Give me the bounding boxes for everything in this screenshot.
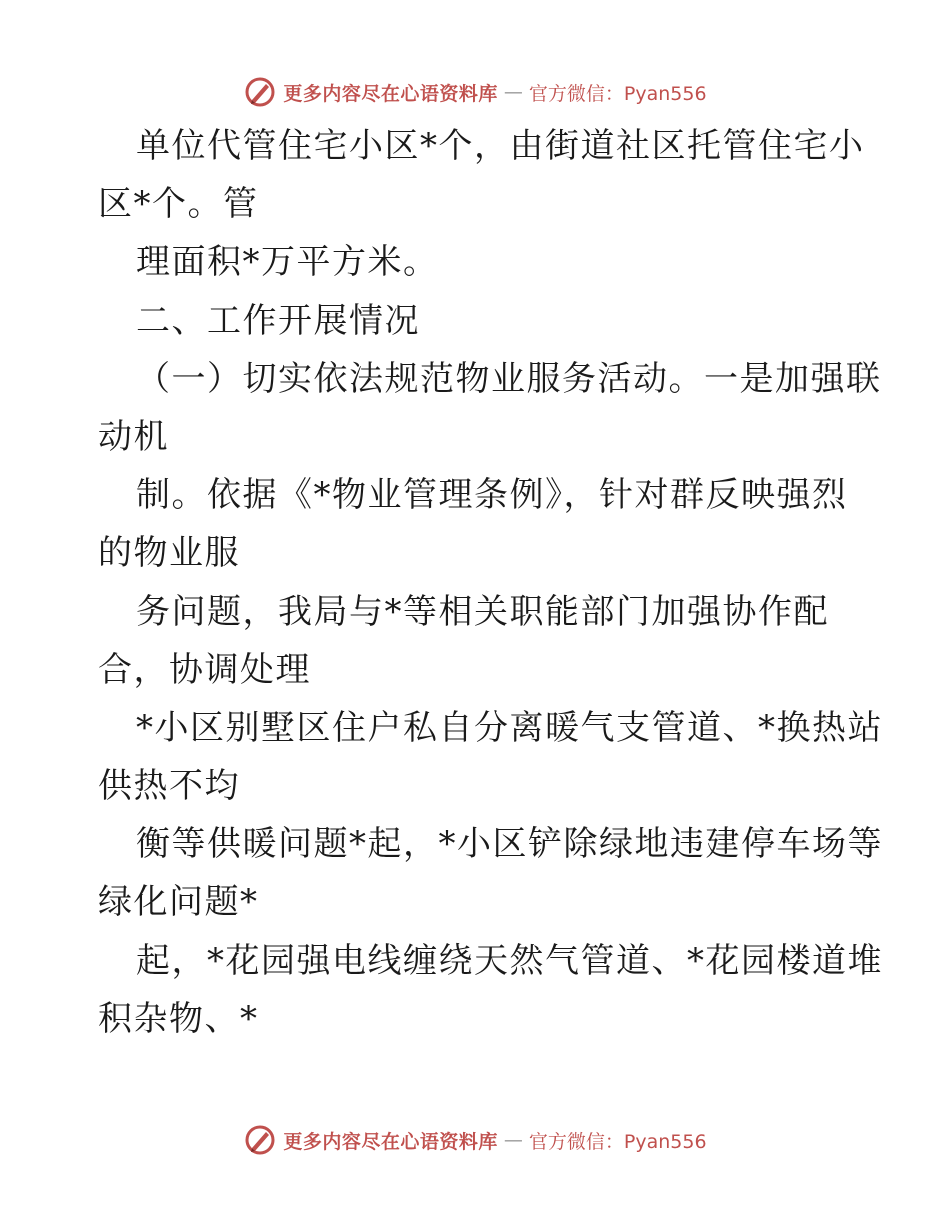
footer-contact-text: 官方微信：Pyan556 — [528, 1130, 707, 1153]
section-heading: 二、工作开展情况 — [136, 300, 420, 341]
body-line: 务问题，我局与*等相关职能部门加强协作配 — [136, 591, 829, 632]
body-line: 的物业服 — [98, 533, 240, 574]
body-line: 积杂物、* — [98, 998, 259, 1039]
body-line: 理面积*万平方米。 — [136, 242, 439, 283]
body-line: （一）切实依法规范物业服务活动。一是加强联 — [136, 358, 882, 399]
body-line: 区*个。管 — [98, 184, 259, 225]
body-line: 起，*花园强电线缠绕天然气管道、*花园楼道堆 — [136, 940, 883, 981]
header-banner — [0, 70, 950, 114]
footer-brand-text: 更多内容尽在心语资料库 — [283, 1130, 498, 1153]
pen-circle-logo-icon — [243, 1123, 277, 1157]
body-line: 衡等供暖问题*起，*小区铲除绿地违建停车场等 — [136, 824, 883, 865]
body-line: 绿化问题* — [98, 882, 259, 923]
body-line: 供热不均 — [98, 766, 240, 807]
footer-banner — [0, 1118, 950, 1162]
body-line: 单位代管住宅小区*个，由街道社区托管住宅小 — [136, 126, 865, 166]
footer-separator: — — [503, 1129, 523, 1151]
body-line: 动机 — [98, 416, 169, 457]
body-line: *小区别墅区住户私自分离暖气支管道、*换热站 — [136, 707, 883, 748]
body-line: 制。依据《*物业管理条例》，针对群反映强烈 — [136, 475, 848, 516]
document-body — [98, 117, 883, 1048]
header-contact-text: 官方微信：Pyan556 — [528, 82, 707, 105]
body-line: 合，协调处理 — [98, 649, 311, 690]
header-separator: — — [503, 81, 523, 103]
header-brand-text: 更多内容尽在心语资料库 — [283, 82, 498, 105]
pen-circle-logo-icon — [243, 75, 277, 109]
